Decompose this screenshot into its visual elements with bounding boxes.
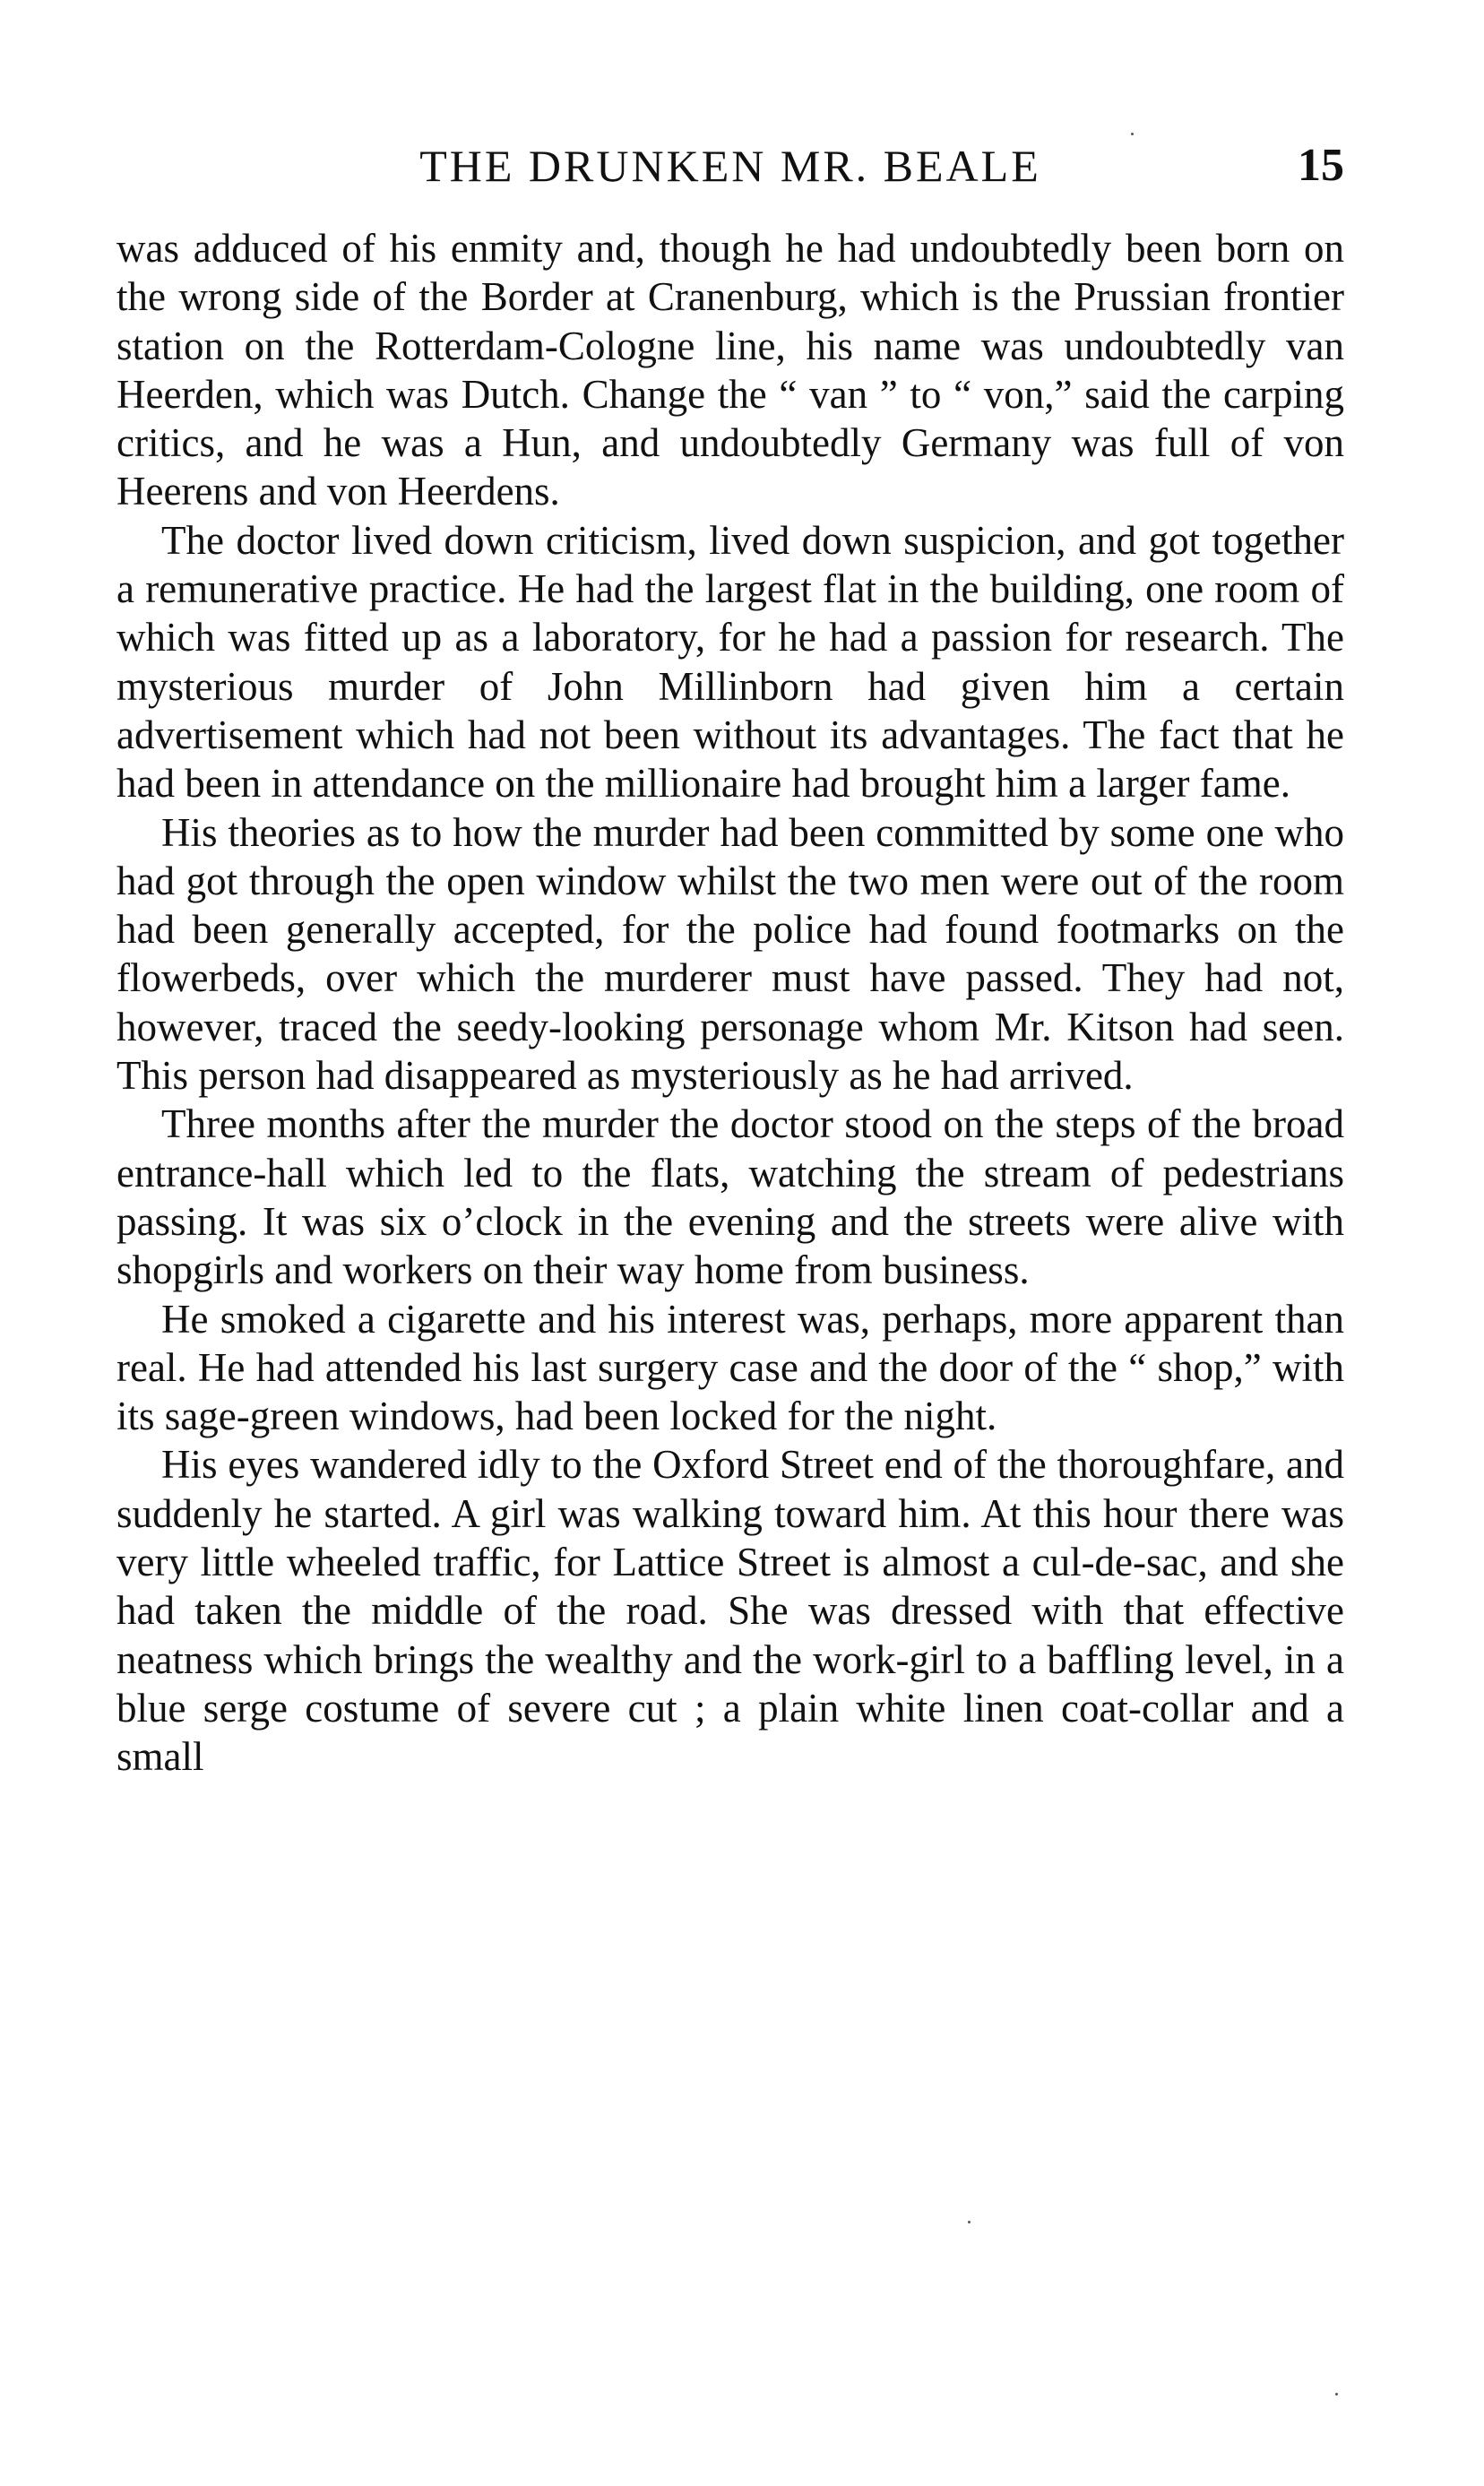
paper-speck bbox=[1131, 133, 1134, 135]
page-header bbox=[116, 134, 1344, 197]
paragraph: Three months after the murder the doctor stood on the steps of the broad entrance-hall which led to the flats, watching the stream of pedestrians passing. It was six o’clock in the evening and the streets were alive with shopgirls and workers on their way home from business. bbox=[116, 1101, 1344, 1293]
paper-speck bbox=[1335, 2393, 1338, 2395]
paragraph: was adduced of his enmity and, though he had undoubtedly been born on the wrong side of the Border at Cranenburg, which is the Prussian frontier station on the Rotterdam-Cologne line, his name was undoubtedly van Heerden, which was Dutch. Change the “ van ” to “ von,” said the carping critics, and he was a Hun, and undoubtedly Germany was full of von Heerens and von Heerdens. bbox=[116, 226, 1344, 514]
running-title: THE DRUNKEN MR. BEALE bbox=[419, 141, 1041, 191]
body-text bbox=[116, 224, 1344, 1782]
page-number: 15 bbox=[1298, 140, 1344, 191]
paragraph: His theories as to how the murder had been committed by some one who had got through the open window whilst the two men were out of the room had been generally accepted, for the police had found footmarks on the flowerbeds, over which the murderer must have passed. They had not, however, traced the seedy-looking personage whom Mr. Kitson had seen. This person had disappeared as mysteriously as he had arrived. bbox=[116, 809, 1344, 1099]
paragraph: The doctor lived down criticism, lived down suspicion, and got together a remunerative practice. He had the largest flat in the building, one room of which was fitted up as a laboratory, for he had a passion for research. The mysterious murder of John Millinborn had given him a certain advertisement which had not been without its advantages. The fact that he had been in attendance on the millionaire had brought him a larger fame. bbox=[116, 517, 1344, 807]
paragraph: He smoked a cigarette and his interest was, perhaps, more apparent than real. He had attended his last surgery case and the door of the “ shop,” with its sage-green windows, had been locked for the night. bbox=[116, 1296, 1344, 1439]
paper-speck bbox=[968, 2221, 971, 2223]
paragraph: His eyes wandered idly to the Oxford Street end of the thoroughfare, and suddenly he started. A girl was walking toward him. At this hour there was very little wheeled traffic, for Lattice Street is almost a cul-de-sac, and she had taken the middle of the road. She was dressed with that effective neatness which brings the wealthy and the work-girl to a baffling level, in a blue serge costume of severe cut ; a plain white linen coat-collar and a small bbox=[116, 1442, 1344, 1780]
